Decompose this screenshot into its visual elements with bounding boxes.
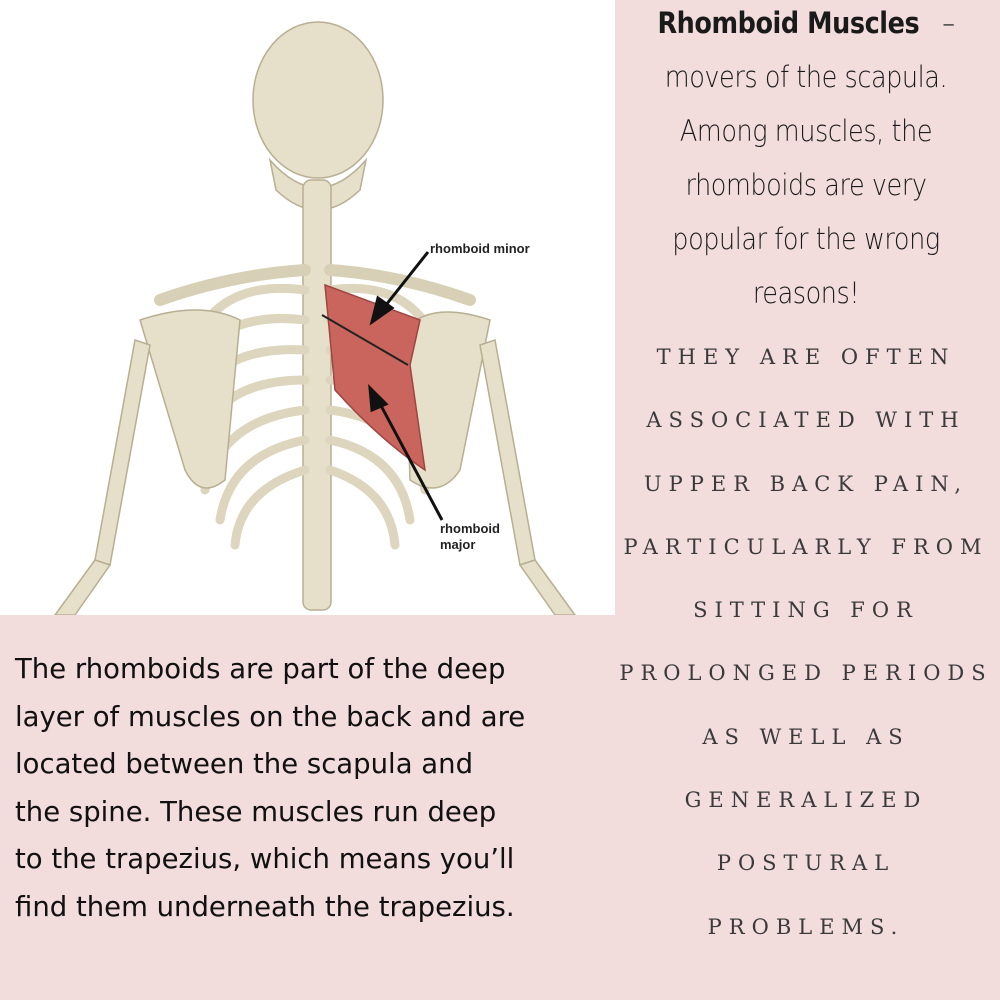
body-line: located between the scapula and bbox=[15, 748, 474, 780]
body-line: to the trapezius, which means you’ll bbox=[15, 843, 515, 875]
spine bbox=[303, 180, 331, 610]
right-forearm bbox=[520, 560, 575, 615]
label-rhomboid-minor: rhomboid minor bbox=[430, 241, 530, 256]
caps-line: ASSOCIATED WITH bbox=[646, 408, 966, 433]
skull bbox=[253, 22, 383, 178]
heading-dash: – bbox=[942, 6, 955, 40]
body-line: layer of muscles on the back and are bbox=[15, 700, 526, 733]
body-line: find them underneath the trapezius. bbox=[15, 890, 515, 923]
heading-line: popular for the wrong bbox=[672, 222, 940, 256]
body-line: The rhomboids are part of the deep bbox=[15, 653, 506, 685]
heading-line: reasons! bbox=[752, 276, 860, 310]
skeleton-illustration bbox=[0, 0, 615, 615]
heading-title: Rhomboid Muscles bbox=[657, 6, 920, 40]
left-scapula bbox=[140, 310, 240, 488]
heading-line: rhomboids are very bbox=[685, 168, 927, 202]
left-forearm bbox=[55, 560, 110, 615]
caps-line: UPPER BACK PAIN, bbox=[643, 471, 969, 496]
caps-line: GENERALIZED bbox=[684, 788, 928, 813]
left-arm bbox=[95, 340, 150, 565]
caps-line: THEY ARE OFTEN bbox=[656, 345, 956, 369]
right-column bbox=[612, 0, 1000, 959]
heading-line: Among muscles, the bbox=[679, 114, 933, 148]
body-line: the spine. These muscles run deep bbox=[15, 795, 497, 828]
body-text bbox=[15, 646, 615, 931]
caps-line: PARTICULARLY FROM bbox=[623, 534, 989, 559]
caps-line: AS WELL AS bbox=[702, 724, 910, 749]
label-rhomboid-major-1: rhomboid bbox=[440, 521, 500, 536]
skeleton-drawing bbox=[0, 0, 615, 615]
caps-line: PROBLEMS. bbox=[707, 914, 905, 939]
caps-line: SITTING FOR bbox=[693, 598, 919, 623]
heading-title-line bbox=[635, 0, 976, 50]
caps-line: PROLONGED PERIODS bbox=[619, 661, 993, 686]
label-rhomboid-major-2: major bbox=[440, 537, 476, 552]
caps-line: POSTURAL bbox=[716, 851, 896, 876]
heading-line: movers of the scapula. bbox=[664, 60, 948, 94]
